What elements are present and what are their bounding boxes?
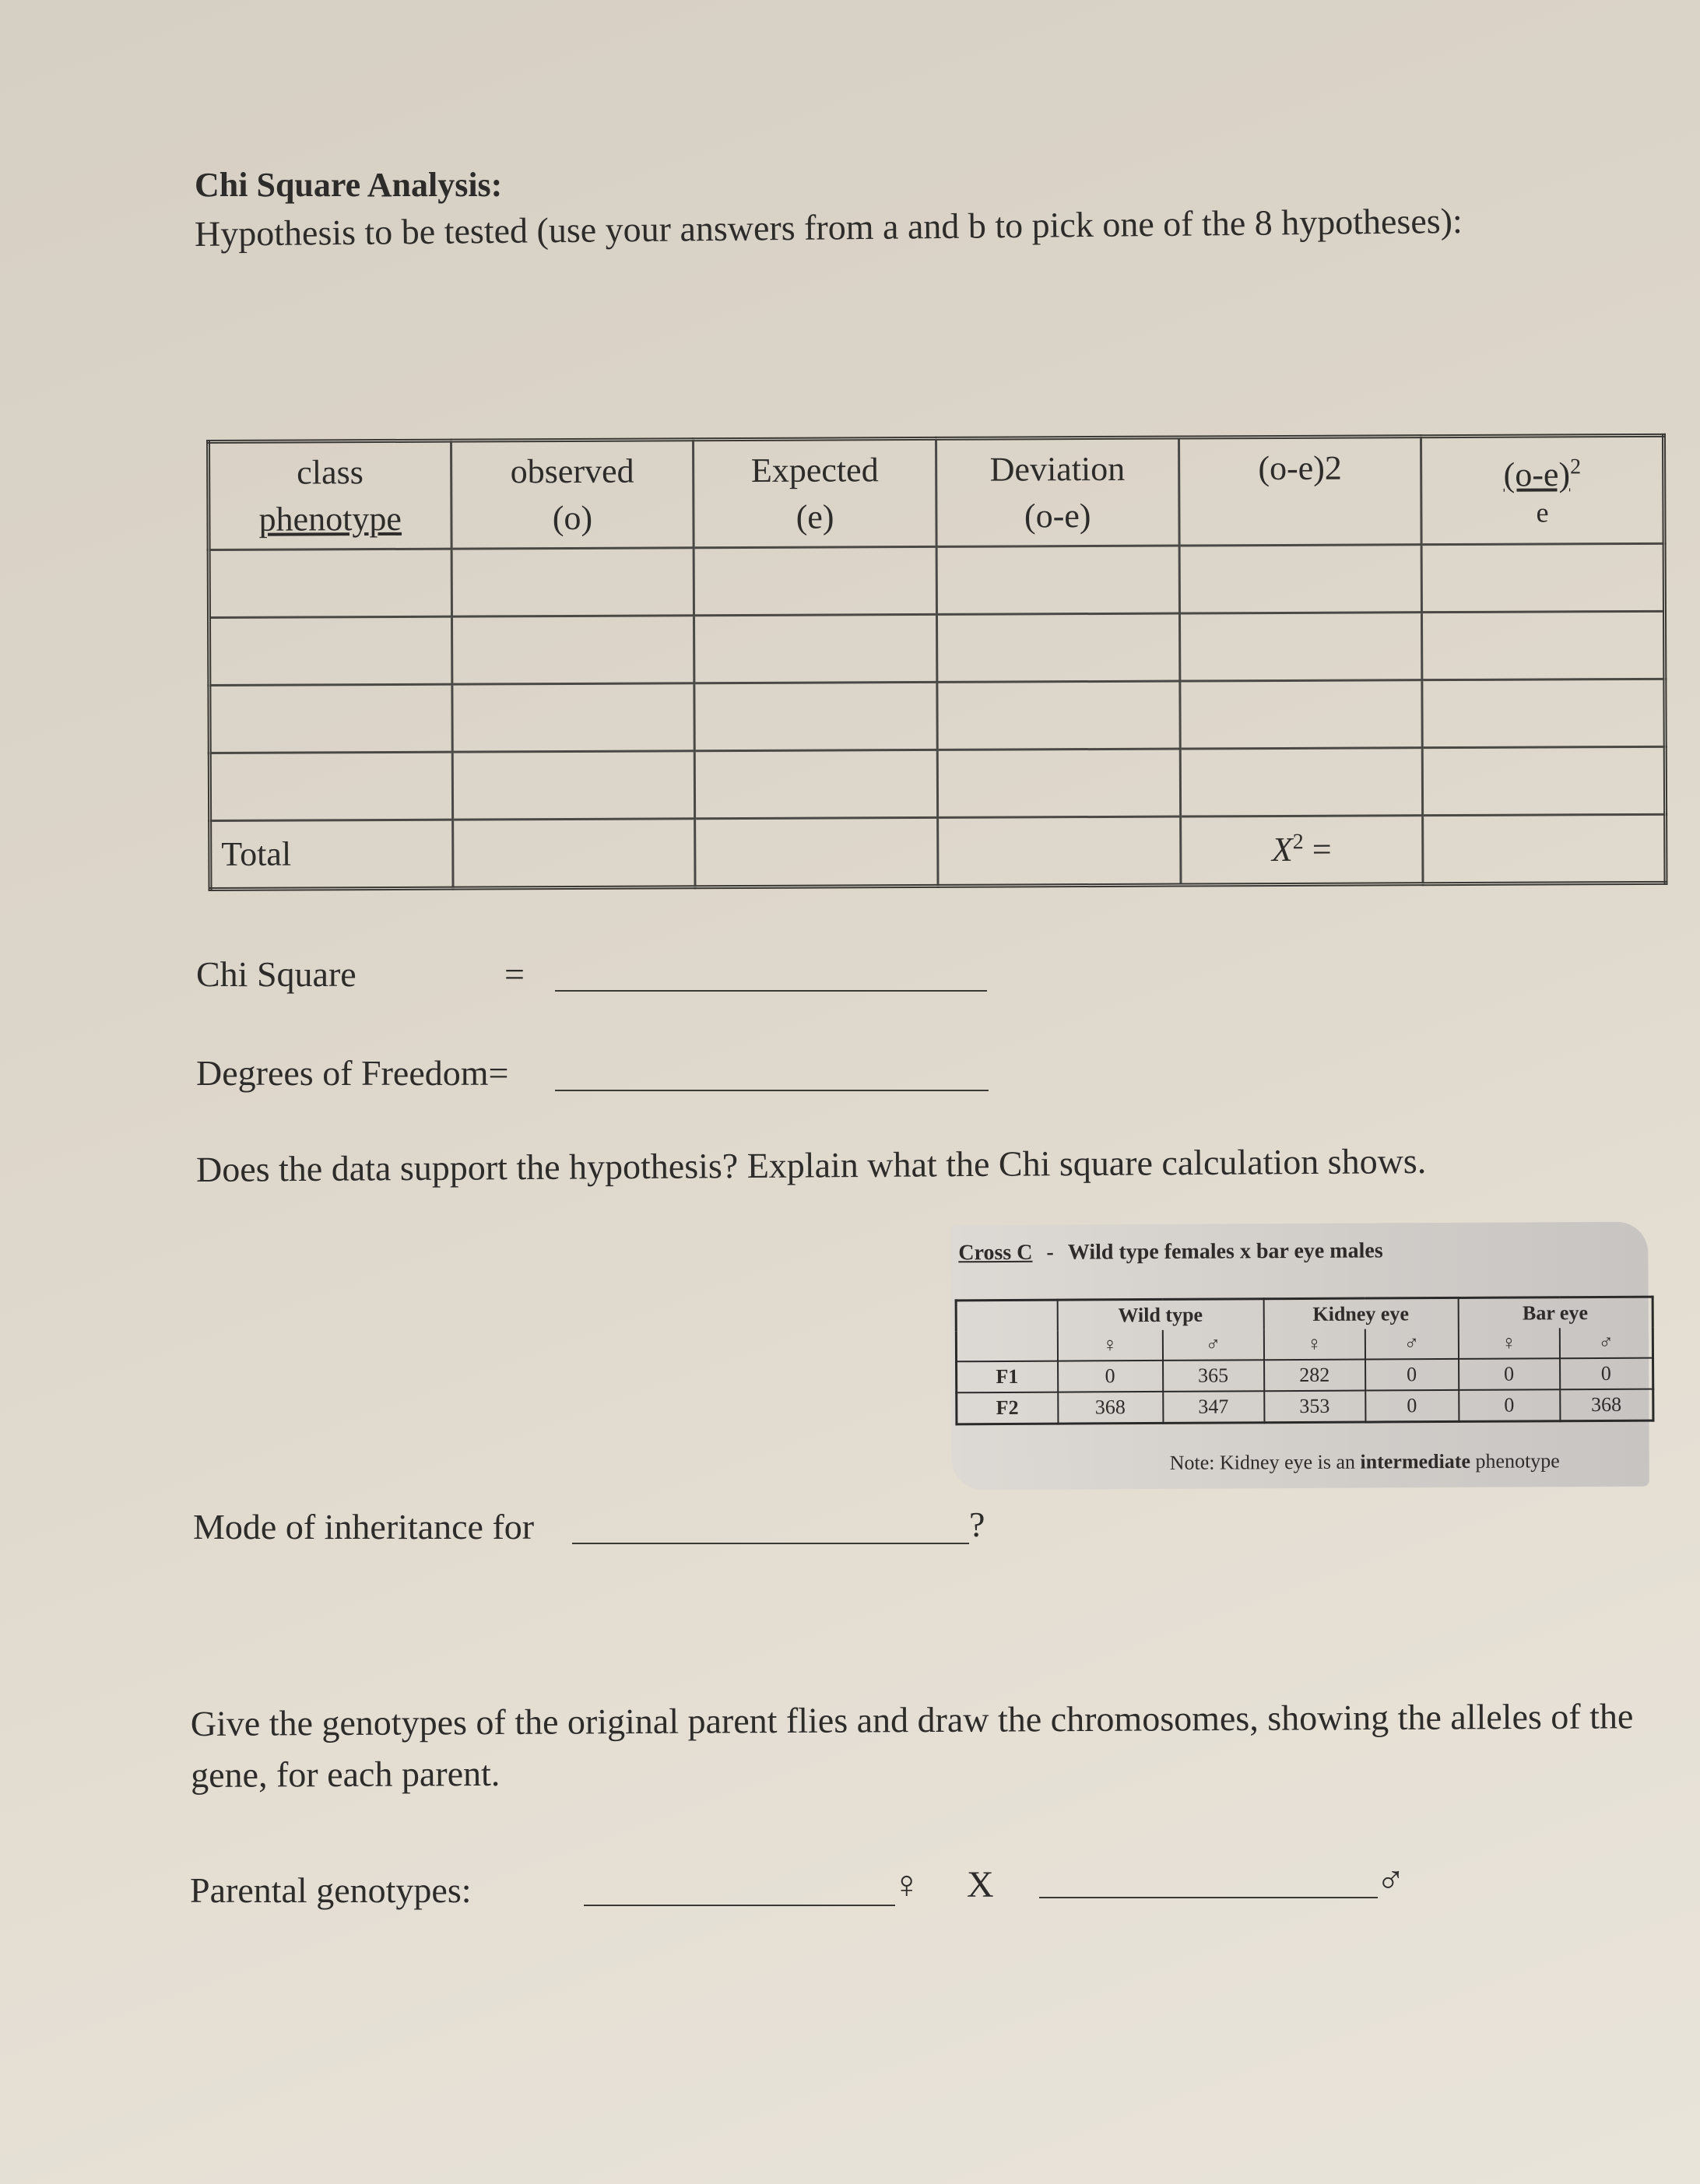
support-question: Does the data support the hypothesis? Explain what the Chi square calculation shows. [195,1140,1427,1189]
header-expected: Expected (e) [694,438,936,547]
table-cell[interactable] [451,547,694,616]
table-cell[interactable] [695,750,938,818]
table-cell[interactable] [936,613,1179,682]
header-chi-term: $(o-e)^2$ e [1421,435,1664,544]
parental-genotypes-label: Parental genotypes: [190,1870,472,1910]
table-row [957,1389,1653,1424]
group-wild-type: Wild type [1057,1299,1263,1331]
table-cell[interactable] [938,816,1181,887]
total-row [210,814,1666,889]
header-class-phenotype: class phenotype [209,441,451,550]
table-row [209,543,1664,617]
dof-answer-line[interactable] [555,1090,989,1091]
table-cell[interactable] [937,749,1180,817]
table-cell: 0 [1365,1390,1459,1422]
cross-data-table [955,1296,1655,1426]
table-cell[interactable] [1179,612,1422,680]
cross-note: Note: Kidney eye is an intermediate phenotype [1169,1449,1560,1474]
table-cell[interactable] [451,615,694,683]
header-o-e-squared: (o-e)2 [1178,437,1421,546]
female-icon: ♀ [1263,1329,1365,1361]
genotype-instructions: Give the genotypes of the original parent flies and draw the chromosomes, showing the alleles of the gene, for each parent. [190,1696,1634,1795]
table-cell[interactable] [452,750,695,819]
male-icon: ♂ [1559,1328,1653,1359]
table-cell: 353 [1264,1391,1365,1423]
section-heading: Chi Square Analysis: [195,166,503,204]
cross-group-row [956,1297,1653,1331]
table-cell[interactable] [695,817,938,887]
chi-square-total-cell[interactable]: $X^2$ = [1180,815,1423,885]
female-icon: ♀ [1458,1328,1559,1359]
table-row [209,611,1664,685]
table-cell[interactable] [1423,746,1666,815]
chi-square-label: Chi Square [196,954,357,994]
female-icon: ♀ [892,1863,922,1906]
chi-square-answer-line[interactable] [555,990,987,992]
table-cell[interactable] [937,681,1180,750]
chi-square-table [206,434,1668,891]
mode-of-inheritance-label: Mode of inheritance for [193,1507,535,1547]
table-cell[interactable] [1422,611,1665,679]
header-observed: observed (o) [451,440,694,549]
cross-sex-row [956,1328,1653,1362]
table-cell[interactable] [452,819,695,889]
table-cell[interactable] [694,682,937,750]
table-cell: 368 [1058,1392,1163,1424]
table-cell[interactable] [209,684,452,753]
table-cell[interactable] [209,616,451,685]
group-kidney-eye: Kidney eye [1263,1297,1458,1329]
mode-answer-line[interactable] [572,1543,969,1544]
degrees-of-freedom-label: Degrees of Freedom= [196,1053,509,1093]
header-deviation: Deviation (o-e) [936,437,1178,546]
male-genotype-line[interactable] [1039,1897,1378,1898]
total-label: Total [210,820,453,890]
table-cell: 0 [1459,1389,1560,1421]
table-cell: 282 [1264,1360,1365,1392]
table-cell: 347 [1163,1391,1264,1423]
table-cell[interactable] [1421,543,1664,612]
table-cell[interactable] [1179,544,1422,613]
table-header-row [209,435,1665,550]
table-cell[interactable] [209,752,452,820]
generation-label: F1 [957,1361,1058,1393]
male-icon: ♂ [1365,1329,1458,1360]
equals-sign: = [504,954,525,994]
female-genotype-line[interactable] [584,1905,895,1906]
table-cell[interactable] [694,546,936,615]
table-cell[interactable] [936,546,1179,614]
table-row [957,1358,1653,1393]
generation-label: F2 [957,1392,1058,1424]
male-icon: ♂ [1162,1329,1263,1361]
table-cell[interactable] [209,549,451,617]
cross-x-symbol: X [967,1864,994,1905]
table-cell: 0 [1560,1358,1653,1390]
table-cell[interactable] [1422,679,1665,747]
table-row [209,746,1665,820]
cross-c-data-inset [950,1222,1649,1491]
cross-title: Cross C - Wild type females x bar eye males [958,1238,1383,1266]
table-cell[interactable] [694,614,937,683]
table-cell[interactable] [1423,814,1666,884]
table-cell: 0 [1058,1361,1163,1392]
table-cell: 0 [1365,1359,1459,1391]
table-cell: 0 [1459,1358,1560,1390]
table-cell[interactable] [452,683,695,751]
question-mark: ? [969,1505,985,1544]
table-cell[interactable] [1179,679,1422,748]
female-icon: ♀ [1057,1330,1162,1361]
table-cell: 365 [1163,1360,1264,1392]
male-icon: ♂ [1376,1858,1406,1901]
table-cell: 368 [1560,1389,1653,1421]
table-row [209,679,1665,753]
table-cell[interactable] [1180,747,1423,816]
hypothesis-prompt: Hypothesis to be tested (use your answers from a and b to pick one of the 8 hypotheses): [194,200,1463,254]
group-bar-eye: Bar eye [1458,1297,1653,1329]
